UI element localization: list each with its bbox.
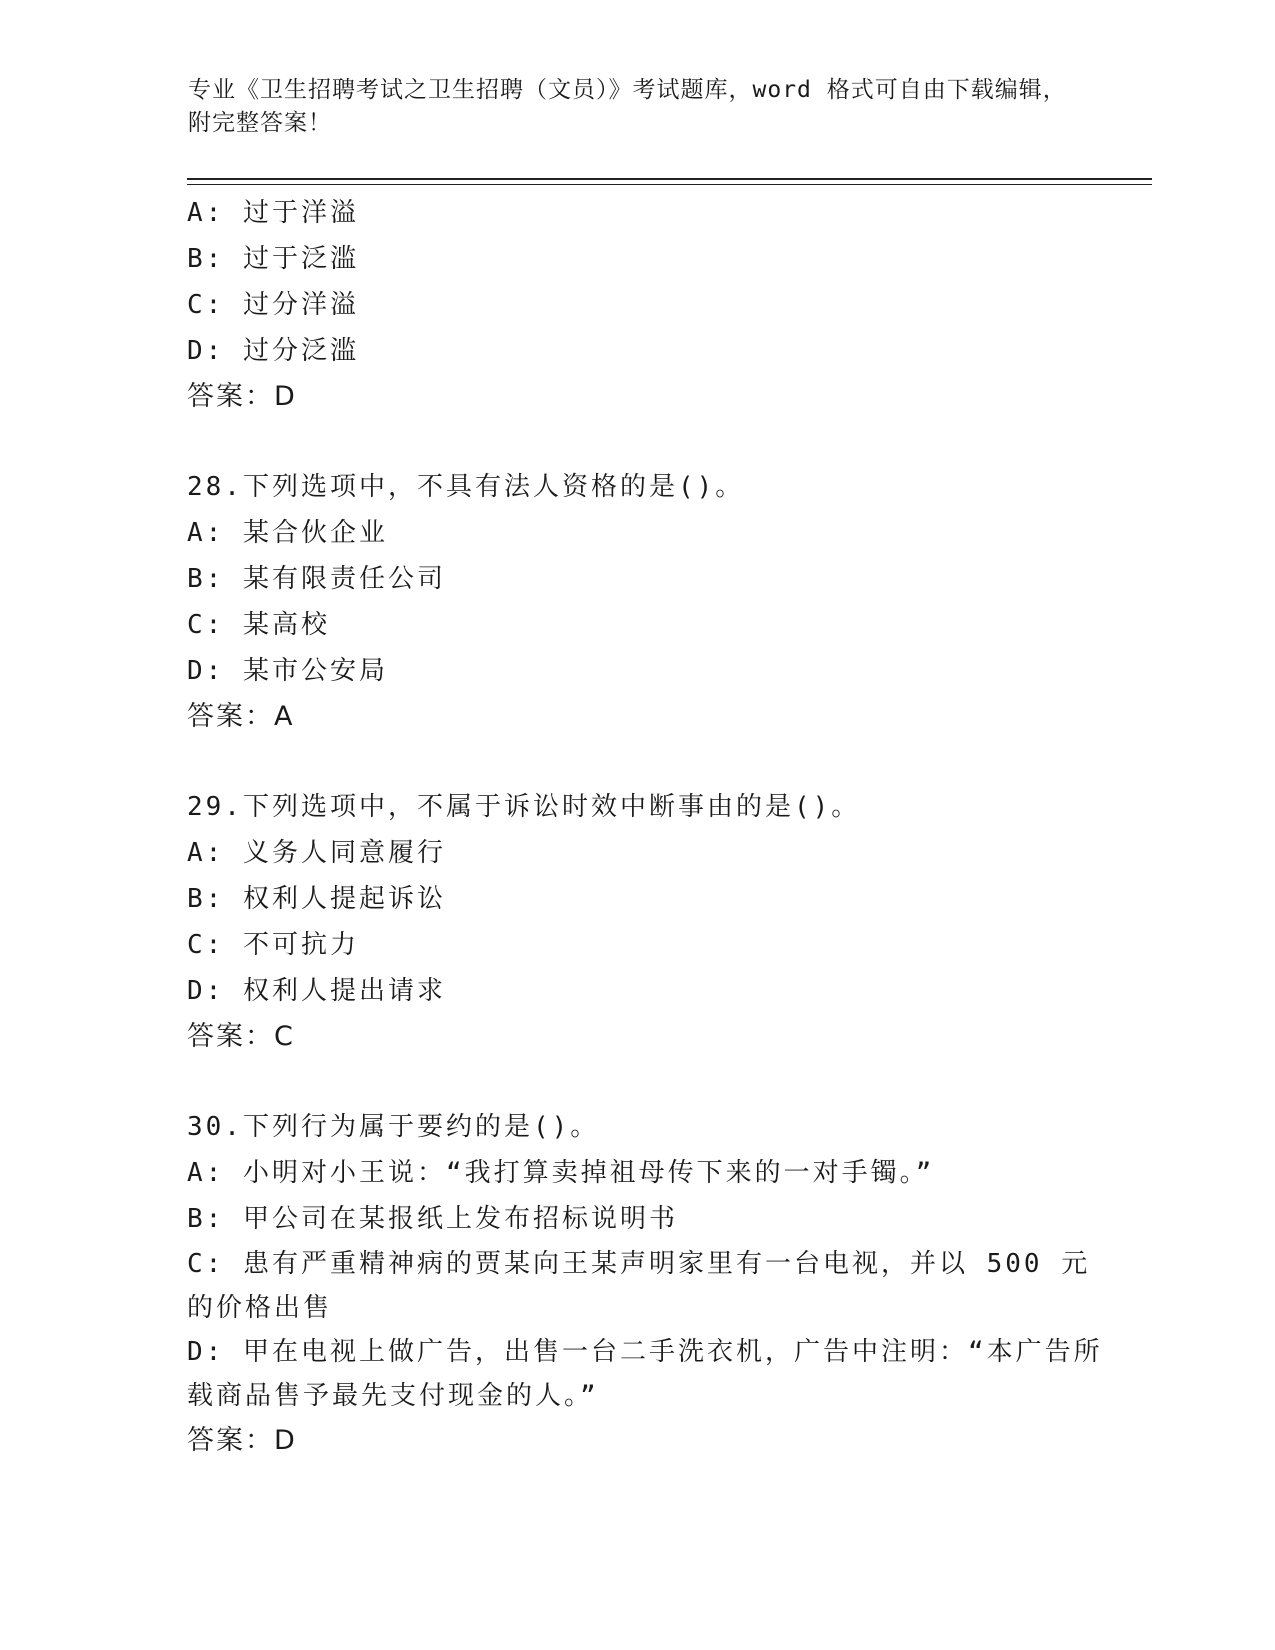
option-b: B: 某有限责任公司 [187,564,446,594]
block-spacer [187,1060,1107,1104]
option-d: D: 权利人提出请求 [187,976,446,1006]
block-spacer [187,420,1107,464]
option-a: A: 过于洋溢 [187,198,359,228]
question-28-block [187,464,1107,740]
option-c: C: 某高校 [187,610,330,640]
option-c: C: 过分洋溢 [187,290,359,320]
question-29-block [187,784,1107,1060]
option-c: C: 不可抗力 [187,930,359,960]
option-b: B: 权利人提起诉讼 [187,884,446,914]
answer-line: 答案：D [187,381,297,412]
answer-line: 答案：A [187,701,295,732]
question-30-block [187,1104,1107,1464]
option-c: C: 患有严重精神病的贾某向王某声明家里有一台电视，并以 500 元的价格出售 [187,1249,1091,1323]
option-d: D: 过分泛滥 [187,336,359,366]
answer-line: 答案：D [187,1425,297,1456]
header-divider-thick [187,178,1152,180]
option-d: D: 某市公安局 [187,656,388,686]
option-a: A: 义务人同意履行 [187,838,446,868]
option-a: A: 某合伙企业 [187,518,388,548]
question-title: 28.下列选项中，不具有法人资格的是()。 [187,472,745,502]
option-a: A: 小明对小王说：“我打算卖掉祖母传下来的一对手镯。” [187,1158,935,1188]
option-b: B: 过于泛滥 [187,244,359,274]
question-list [187,190,1107,1464]
question-title: 29.下列选项中，不属于诉讼时效中断事由的是()。 [187,792,861,822]
header-divider-thin [187,184,1152,185]
question-title: 30.下列行为属于要约的是()。 [187,1112,600,1142]
option-b: B: 甲公司在某报纸上发布招标说明书 [187,1204,678,1234]
page-header: 专业《卫生招聘考试之卫生招聘（文员）》考试题库，word 格式可自由下载编辑，附完整答案！ [188,77,1067,136]
question-27-block [187,190,1107,420]
option-d: D: 甲在电视上做广告，出售一台二手洗衣机，广告中注明：“本广告所载商品售予最先支付现金的人。” [187,1337,1103,1411]
block-spacer [187,740,1107,784]
answer-line: 答案：C [187,1021,295,1052]
